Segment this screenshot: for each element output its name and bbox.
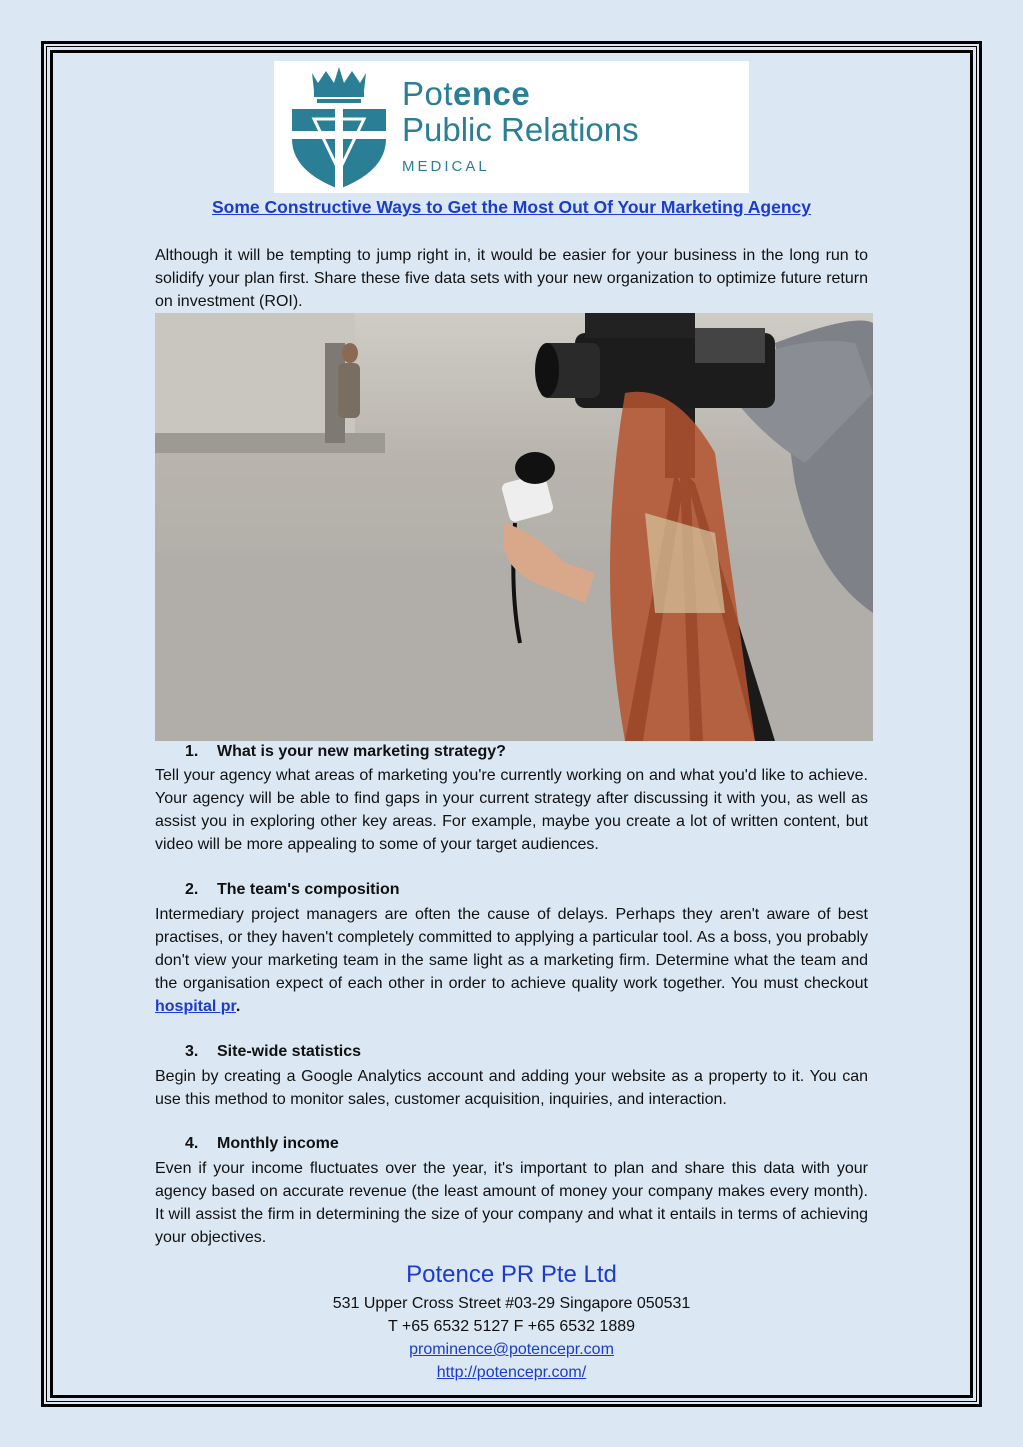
footer-phone: T +65 6532 5127 F +65 6532 1889 xyxy=(387,1318,636,1335)
section-heading-1: 1. What is your new marketing strategy? xyxy=(185,743,506,760)
section-body-1: Tell your agency what areas of marketing you're currently working on and what you'd like to achieve. Your agency will be able to find gaps in your current strategy after discussing it with you, as well as assist you in exploring other key areas. For example, maybe you create a lot of written content, but video will be more appealing to some of your target audiences. xyxy=(155,767,868,853)
footer-address: 531 Upper Cross Street #03-29 Singapore 050531 xyxy=(332,1295,691,1312)
section-heading-4: 4. Monthly income xyxy=(185,1135,339,1152)
logo-brand-line1: Potence xyxy=(402,75,531,112)
footer-email-link[interactable]: prominence@potencepr.com xyxy=(409,1341,614,1358)
section-heading-2: 2. The team's composition xyxy=(185,881,400,898)
footer-website-row xyxy=(155,1364,868,1382)
reporter-camera-photo xyxy=(155,313,873,741)
footer-email-row xyxy=(155,1341,868,1359)
company-logo xyxy=(274,61,749,193)
section-body-3: Begin by creating a Google Analytics account and adding your website as a property to it. You can use this method to monitor sales, customer acquisition, inquiries, and interaction. xyxy=(155,1068,868,1108)
photo-illustration xyxy=(155,313,873,741)
logo-brand-line3: MEDICAL xyxy=(402,158,490,175)
section-body-4: Even if your income fluctuates over the year, it's important to plan and share this data with your agency based on accurate revenue (the least amount of money your company makes every month). It will assist the firm in determining the size of your company and what it entails in terms of achieving your objectives. xyxy=(155,1160,868,1246)
footer-company-name: Potence PR Pte Ltd xyxy=(406,1261,617,1288)
section-body-2: Intermediary project managers are often the cause of delays. Perhaps they aren't aware of best practises, or they haven't completely committed to applying a particular tool. As a boss, you probably don't view your marketing team in the same light as a marketing firm. Determine what the team and the organisation expect of each other in order to achieve quality work together. You must checkout hospital pr. xyxy=(155,906,868,1015)
intro-paragraph: Although it will be tempting to jump right in, it would be easier for your business in the long run to solidify your plan first. Share these five data sets with your new organization to optimize future return on investment (ROI). xyxy=(155,247,868,310)
logo-brand-line2: Public Relations xyxy=(402,111,639,148)
article-title[interactable]: Some Constructive Ways to Get the Most Out Of Your Marketing Agency xyxy=(212,197,811,217)
hospital-pr-link[interactable]: hospital pr xyxy=(155,998,236,1015)
section-heading-3: 3. Site-wide statistics xyxy=(185,1043,362,1060)
crown-shield-logo-icon xyxy=(284,61,394,193)
footer-website-link[interactable]: http://potencepr.com/ xyxy=(436,1364,587,1381)
